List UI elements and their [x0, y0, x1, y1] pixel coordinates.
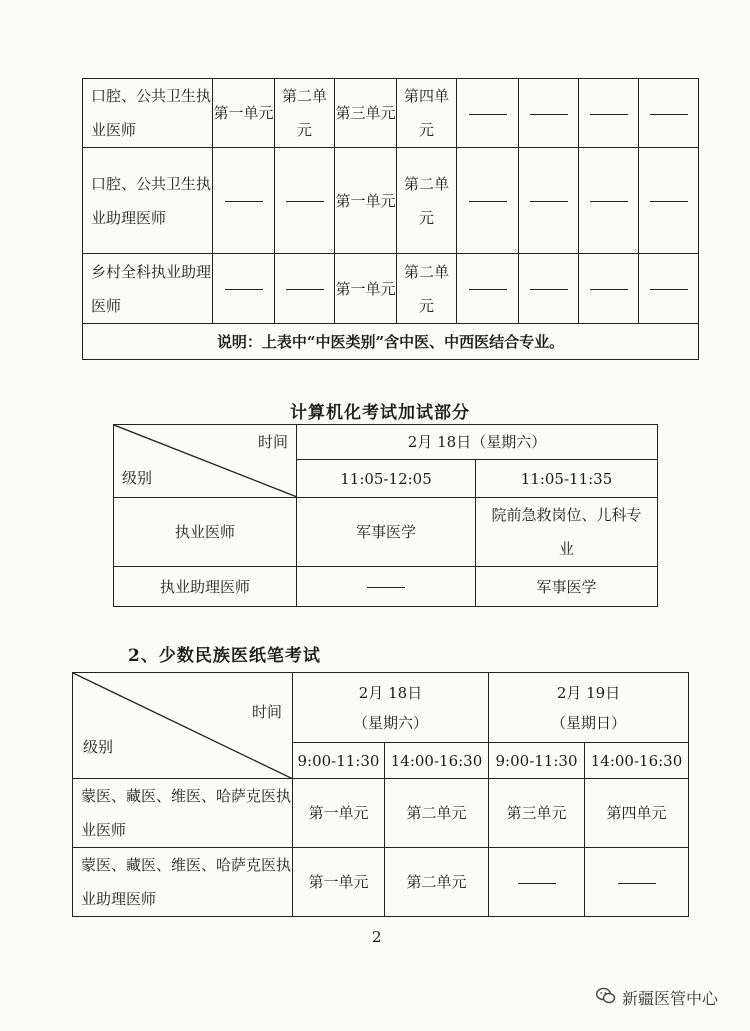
empty-dash: [518, 883, 556, 884]
empty-dash: [469, 289, 507, 290]
category-cell: 执业医师: [114, 498, 297, 567]
table-note: 说明：上表中“中医类别”含中医、中西医结合专业。: [83, 324, 699, 360]
unit-cell: [579, 79, 639, 148]
unit-cell: [579, 254, 639, 324]
header-level-label: 级别: [122, 469, 153, 487]
empty-dash: [530, 289, 568, 290]
section-title: 2、少数民族医纸笔考试: [128, 646, 321, 666]
unit-cell: 第三单元: [335, 79, 397, 148]
category-cell: 蒙医、藏医、维医、哈萨克医执业助理医师: [73, 848, 293, 917]
unit-cell: 第二单元: [397, 254, 457, 324]
unit-cell: 第三单元: [489, 779, 585, 848]
empty-dash: [225, 201, 263, 202]
unit-cell: 第一单元: [213, 79, 275, 148]
table-row: [114, 567, 658, 607]
unit-cell: [457, 79, 519, 148]
unit-cell: [519, 79, 579, 148]
ethnic-medicine-exam-table: [72, 672, 689, 917]
empty-dash: [650, 289, 688, 290]
computer-exam-table: [113, 424, 658, 607]
category-cell: 执业助理医师: [114, 567, 297, 607]
empty-dash: [225, 289, 263, 290]
table-row: [83, 254, 699, 324]
unit-cell: [519, 254, 579, 324]
table-row: [73, 848, 689, 917]
table-row: [83, 148, 699, 254]
watermark: [596, 986, 718, 1009]
empty-dash: [530, 201, 568, 202]
unit-cell: [639, 148, 699, 254]
date-label: 2月 19日: [556, 683, 621, 702]
diagonal-line: [73, 673, 293, 779]
subject-cell: 军事医学: [476, 567, 658, 607]
category-cell: 蒙医、藏医、维医、哈萨克医执业医师: [73, 779, 293, 848]
unit-cell: [457, 148, 519, 254]
category-cell: 乡村全科执业助理医师: [83, 254, 213, 324]
category-cell: 口腔、公共卫生执业助理医师: [83, 148, 213, 254]
unit-cell: 第二单元: [385, 779, 489, 848]
empty-dash: [650, 114, 688, 115]
unit-cell: [489, 848, 585, 917]
empty-dash: [590, 289, 628, 290]
empty-dash: [590, 114, 628, 115]
header-diagonal-cell: [73, 673, 293, 779]
date-header: [489, 673, 689, 743]
unit-cell: 第二单元: [397, 148, 457, 254]
empty-dash: [469, 114, 507, 115]
computer-exam-title: 计算机化考试加试部分: [290, 403, 470, 423]
unit-cell: [579, 148, 639, 254]
category-cell: 口腔、公共卫生执业医师: [83, 79, 213, 148]
date-header: 2月 18日（星期六）: [297, 425, 658, 460]
time-slot: 11:05-12:05: [297, 460, 476, 498]
unit-cell: 第一单元: [293, 779, 385, 848]
subject-cell: 院前急救岗位、儿科专业: [476, 498, 658, 567]
unit-cell: 第一单元: [335, 254, 397, 324]
date-header: [293, 673, 489, 743]
table-row: [73, 779, 689, 848]
unit-cell: 第二单元: [275, 79, 335, 148]
date-label: 2月 18日: [358, 683, 423, 702]
unit-cell: [457, 254, 519, 324]
weekday-label: （星期日）: [551, 713, 627, 732]
time-slot: 14:00-16:30: [385, 743, 489, 779]
unit-cell: 第一单元: [293, 848, 385, 917]
unit-cell: 第二单元: [385, 848, 489, 917]
empty-dash: [590, 201, 628, 202]
empty-dash: [286, 289, 324, 290]
table-row: [83, 79, 699, 148]
time-slot: 9:00-11:30: [489, 743, 585, 779]
subject-cell: [297, 567, 476, 607]
time-slot: 9:00-11:30: [293, 743, 385, 779]
empty-dash: [367, 587, 405, 588]
unit-cell: 第一单元: [335, 148, 397, 254]
unit-cell: 第四单元: [585, 779, 689, 848]
subject-cell: 军事医学: [297, 498, 476, 567]
header-time-label: 时间: [251, 703, 282, 721]
header-diagonal-cell: [114, 425, 297, 498]
empty-dash: [469, 201, 507, 202]
unit-cell: [639, 254, 699, 324]
unit-cell: 第四单元: [397, 79, 457, 148]
watermark-label: 新疆医管中心: [622, 989, 719, 1008]
unit-cell: [213, 254, 275, 324]
page-number: 2: [372, 928, 382, 946]
weekday-label: （星期六）: [353, 713, 429, 732]
unit-cell: [519, 148, 579, 254]
unit-cell: [585, 848, 689, 917]
wechat-icon: [596, 987, 616, 1009]
time-slot: 14:00-16:30: [585, 743, 689, 779]
header-time-label: 时间: [257, 433, 288, 451]
time-slot: 11:05-11:35: [476, 460, 658, 498]
unit-cell: [275, 148, 335, 254]
header-level-label: 级别: [83, 738, 114, 756]
empty-dash: [650, 201, 688, 202]
unit-cell: [639, 79, 699, 148]
unit-cell: [275, 254, 335, 324]
table-row: [114, 498, 658, 567]
exam-schedule-table-continued: [82, 78, 699, 360]
empty-dash: [530, 114, 568, 115]
table-note-row: [83, 324, 699, 360]
empty-dash: [618, 883, 656, 884]
unit-cell: [213, 148, 275, 254]
empty-dash: [286, 201, 324, 202]
